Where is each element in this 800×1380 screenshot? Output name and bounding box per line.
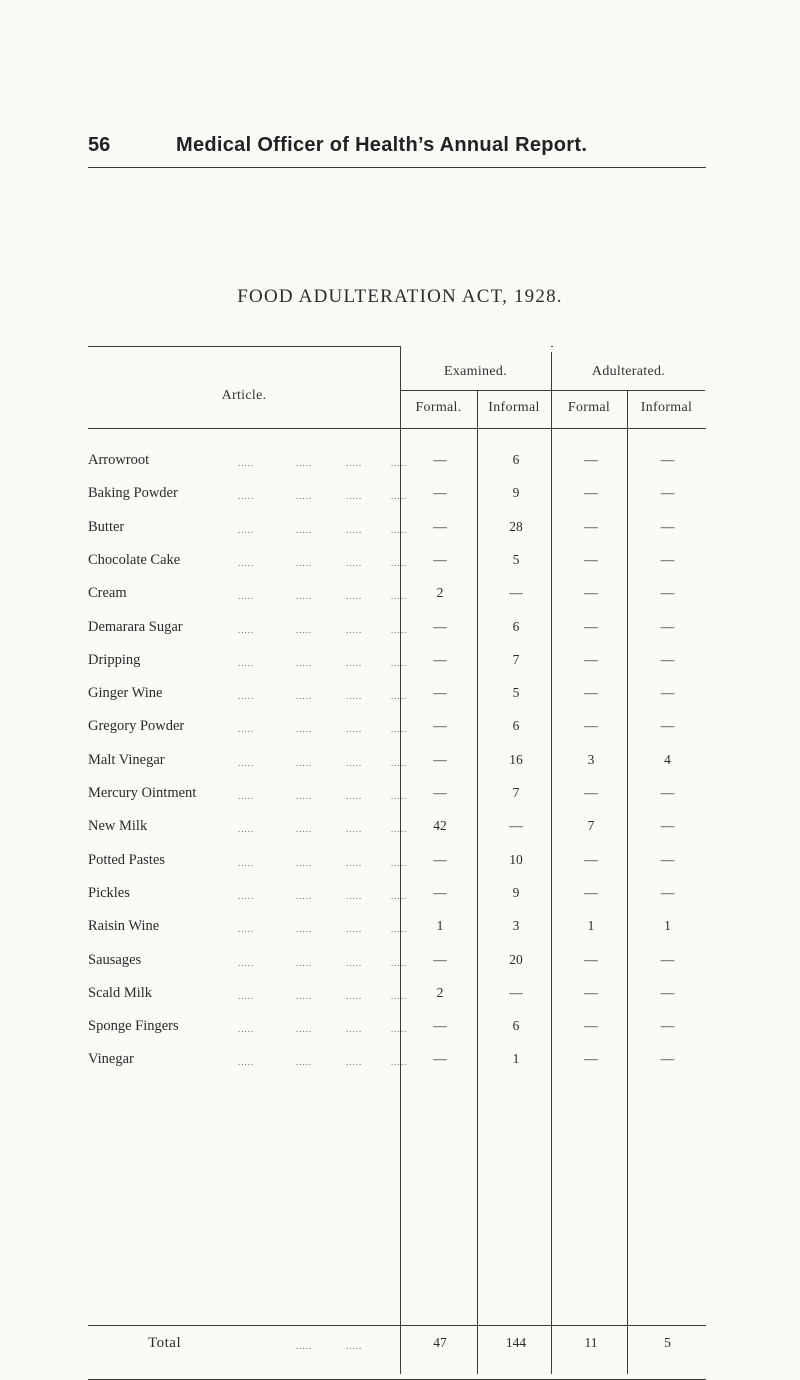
table-row	[88, 619, 706, 643]
article-name: Demarara Sugar	[88, 618, 183, 635]
leader-dots: .....	[346, 557, 363, 568]
cell-value: —	[660, 551, 675, 567]
cell-value: 7	[587, 818, 595, 834]
cell-value: 6	[512, 452, 520, 467]
article-name: Dripping	[88, 651, 141, 668]
leader-dots: .....	[238, 524, 255, 535]
leader-dots: .....	[296, 1341, 313, 1351]
leader-dots: .....	[238, 691, 255, 702]
leader-dots: .....	[391, 824, 408, 835]
cell-value: —	[660, 785, 675, 800]
leader-dots: .....	[391, 857, 408, 868]
leader-dots: .....	[391, 524, 408, 535]
cell-value: —	[433, 685, 447, 701]
cell-value: —	[433, 1051, 447, 1067]
cell-value: —	[660, 585, 675, 601]
leader-dots: .....	[296, 591, 313, 602]
cell-value: 28	[509, 518, 523, 534]
article-name: Mercury Ointment	[88, 785, 197, 801]
leader-dots: .....	[296, 890, 313, 901]
leader-dots: .....	[346, 624, 363, 635]
cell-value: —	[433, 618, 447, 634]
cell-value: 1	[664, 918, 671, 934]
leader-dots: .....	[391, 458, 408, 468]
leader-dots: .....	[391, 657, 408, 668]
cell-value: —	[660, 818, 675, 834]
cell-value: —	[584, 1051, 598, 1067]
leader-dots: .....	[238, 924, 255, 935]
leader-dots: .....	[296, 857, 313, 868]
leader-dots: .....	[391, 924, 408, 935]
leader-dots: .....	[346, 757, 363, 768]
cell-value: —	[584, 1018, 598, 1034]
leader-dots: .....	[296, 990, 313, 1001]
cell-value: 6	[512, 1018, 520, 1034]
cell-value: 16	[509, 751, 523, 767]
article-name: Gregory Powder	[88, 718, 185, 735]
leader-dots: .....	[346, 591, 363, 602]
leader-dots: .....	[346, 458, 363, 468]
cell-value: 7	[512, 651, 520, 667]
table-row	[88, 552, 706, 576]
cell-value: —	[433, 785, 447, 800]
article-name: Raisin Wine	[88, 918, 160, 935]
table-row	[88, 452, 706, 476]
cell-value: —	[584, 585, 598, 601]
table-row	[88, 685, 706, 709]
table-row	[88, 818, 706, 842]
cell-value: 6	[512, 718, 520, 734]
leader-dots: .....	[346, 491, 363, 502]
leader-dots: .....	[391, 890, 408, 901]
article-name: Sponge Fingers	[88, 1018, 179, 1035]
leader-dots: .....	[391, 557, 408, 568]
cell-value: 1	[587, 918, 595, 934]
leader-dots: .....	[346, 1341, 363, 1351]
table-row	[88, 752, 706, 776]
cell-value: 9	[512, 485, 520, 501]
leader-dots: .....	[391, 491, 408, 502]
page-number: 56	[88, 134, 111, 156]
cell-value: —	[433, 1018, 447, 1034]
running-title: Medical Officer of Health’s Annual Report.	[176, 134, 588, 156]
cell-value: —	[433, 751, 447, 767]
cell-value: 2	[436, 984, 444, 1000]
leader-dots: .....	[391, 957, 408, 968]
cell-value: 4	[664, 751, 671, 767]
leader-dots: .....	[346, 824, 363, 835]
table-row	[88, 785, 706, 809]
leader-dots: .....	[238, 990, 255, 1001]
cell-value: —	[433, 452, 447, 467]
leader-dots: .....	[296, 1057, 313, 1068]
leader-dots: .....	[296, 1024, 313, 1035]
cell-value: —	[660, 651, 675, 667]
cell-value: —	[433, 884, 447, 900]
cell-value: 42	[433, 818, 447, 834]
sub-header-adulterated-formal: Formal	[567, 400, 611, 415]
leader-dots: .....	[391, 591, 408, 602]
cell-value: —	[433, 518, 447, 534]
cell-value: 5	[512, 551, 520, 567]
leader-dots: .....	[296, 491, 313, 502]
leader-dots: .....	[346, 1057, 363, 1068]
cell-value: 10	[509, 851, 523, 867]
leader-dots: .....	[296, 557, 313, 568]
sub-header-examined-informal: Informal	[488, 400, 540, 415]
table-row	[88, 852, 706, 876]
leader-dots: .....	[346, 791, 363, 801]
article-name: Vinegar	[88, 1051, 134, 1068]
leader-dots: .....	[296, 524, 313, 535]
total-value: 144	[505, 1335, 527, 1350]
cell-value: —	[584, 551, 598, 567]
adulterated-header: Adulterated.	[591, 364, 666, 379]
article-name: Malt Vinegar	[88, 751, 165, 768]
leader-dots: .....	[346, 957, 363, 968]
leader-dots: .....	[391, 1057, 408, 1068]
table-row	[88, 718, 706, 742]
total-row	[88, 1335, 706, 1359]
header-rule	[88, 167, 706, 168]
article-name: Sausages	[88, 951, 142, 968]
cell-value: 2	[436, 585, 444, 601]
cell-value: —	[584, 785, 598, 800]
total-value: 47	[433, 1335, 447, 1350]
article-header: Article.	[221, 388, 267, 403]
total-value: 5	[664, 1335, 671, 1350]
leader-dots: .....	[238, 491, 255, 502]
cell-value: 3	[512, 918, 520, 934]
table-row	[88, 519, 706, 543]
leader-dots: .....	[296, 458, 313, 468]
leader-dots: .....	[346, 990, 363, 1001]
cell-value: —	[584, 685, 598, 701]
leader-dots: .....	[238, 890, 255, 901]
leader-dots: .....	[391, 990, 408, 1001]
leader-dots: .....	[296, 657, 313, 668]
leader-dots: .....	[238, 557, 255, 568]
table-row	[88, 652, 706, 676]
table-row	[88, 585, 706, 609]
leader-dots: .....	[391, 624, 408, 635]
leader-dots: .....	[238, 1057, 255, 1068]
leader-dots: .....	[391, 791, 408, 801]
article-name: Baking Powder	[88, 485, 178, 502]
cell-value: 7	[512, 785, 520, 800]
leader-dots: .....	[296, 757, 313, 768]
leader-dots: .....	[346, 890, 363, 901]
cell-value: —	[660, 518, 675, 534]
cell-value: —	[584, 718, 598, 734]
cell-value: —	[660, 1051, 675, 1067]
leader-dots: .....	[346, 524, 363, 535]
leader-dots: .....	[391, 757, 408, 768]
cell-value: —	[660, 851, 675, 867]
leader-dots: .....	[346, 857, 363, 868]
total-value: 11	[584, 1335, 598, 1350]
leader-dots: .....	[296, 791, 313, 801]
cell-value: —	[584, 951, 598, 967]
sub-header-examined-formal: Formal.	[415, 400, 462, 415]
article-name: Ginger Wine	[88, 685, 163, 702]
leader-dots: .....	[391, 724, 408, 735]
cell-value: —	[433, 718, 447, 734]
cell-value: —	[433, 651, 447, 667]
table-row	[88, 952, 706, 976]
cell-value: —	[584, 984, 598, 1000]
document-title: FOOD ADULTERATION ACT, 1928.	[237, 286, 563, 307]
cell-value: —	[509, 585, 523, 601]
article-name: Scald Milk	[88, 984, 153, 1001]
article-name: Arrowroot	[88, 452, 150, 468]
leader-dots: .....	[296, 924, 313, 935]
cell-value: —	[660, 452, 675, 467]
leader-dots: .....	[238, 591, 255, 602]
leader-dots: .....	[391, 1024, 408, 1035]
article-name: New Milk	[88, 818, 148, 835]
leader-dots: .....	[346, 1024, 363, 1035]
leader-dots: .....	[238, 791, 255, 801]
leader-dots: .....	[296, 957, 313, 968]
cell-value: —	[584, 651, 598, 667]
cell-value: —	[660, 1018, 675, 1034]
article-name: Potted Pastes	[88, 851, 165, 868]
article-name: Pickles	[88, 884, 130, 901]
cell-value: —	[509, 818, 523, 834]
leader-dots: .....	[238, 757, 255, 768]
table-row	[88, 985, 706, 1009]
leader-dots: .....	[238, 824, 255, 835]
cell-value: —	[660, 884, 675, 900]
leader-dots: .....	[346, 924, 363, 935]
leader-dots: .....	[346, 657, 363, 668]
cell-value: —	[584, 485, 598, 501]
article-name: Chocolate Cake	[88, 551, 181, 568]
cell-value: 3	[587, 751, 595, 767]
cell-value: —	[660, 718, 675, 734]
cell-value: —	[433, 551, 447, 567]
leader-dots: .....	[296, 824, 313, 835]
leader-dots: .....	[238, 624, 255, 635]
cell-value: —	[433, 485, 447, 501]
table-row	[88, 1051, 706, 1075]
leader-dots: .....	[296, 624, 313, 635]
table-row	[88, 485, 706, 509]
cell-value: —	[584, 518, 598, 534]
examined-header: Examined.	[444, 364, 507, 379]
leader-dots: .....	[238, 957, 255, 968]
table-row	[88, 1018, 706, 1042]
cell-value: —	[660, 618, 675, 634]
leader-dots: .....	[238, 1024, 255, 1035]
header-bottom-rule	[88, 428, 706, 429]
leader-dots: .....	[238, 657, 255, 668]
leader-dots: .....	[238, 857, 255, 868]
sub-header-adulterated-informal: Informal	[640, 400, 693, 415]
table-top-rule-left	[88, 346, 400, 347]
group-header-rule	[401, 390, 705, 391]
cell-value: —	[584, 618, 598, 634]
cell-value: —	[660, 485, 675, 501]
cell-value: 6	[512, 618, 520, 634]
cell-value: —	[433, 951, 447, 967]
cell-value: 1	[436, 918, 444, 934]
cell-value: 5	[512, 685, 520, 701]
article-name: Cream	[88, 585, 127, 602]
cell-value: —	[509, 984, 523, 1000]
cell-value: —	[584, 452, 598, 467]
total-label: Total	[148, 1335, 182, 1351]
leader-dots: .....	[346, 724, 363, 735]
leader-dots: .....	[391, 691, 408, 702]
cell-value: 9	[512, 884, 520, 900]
article-name: Butter	[88, 518, 125, 535]
cell-value: —	[433, 851, 447, 867]
cell-value: —	[584, 851, 598, 867]
leader-dots: .....	[296, 691, 313, 702]
cell-value: —	[660, 984, 675, 1000]
cell-value: 1	[512, 1051, 520, 1067]
cell-value: —	[660, 951, 675, 967]
page-header	[88, 134, 706, 174]
leader-dots: .....	[238, 458, 255, 468]
table-row	[88, 918, 706, 942]
leader-dots: .....	[238, 724, 255, 735]
cell-value: —	[660, 685, 675, 701]
leader-dots: .....	[346, 691, 363, 702]
leader-dots: .....	[296, 724, 313, 735]
cell-value: 20	[509, 951, 523, 967]
cell-value: —	[584, 884, 598, 900]
table-row	[88, 885, 706, 909]
total-top-rule	[88, 1325, 706, 1326]
